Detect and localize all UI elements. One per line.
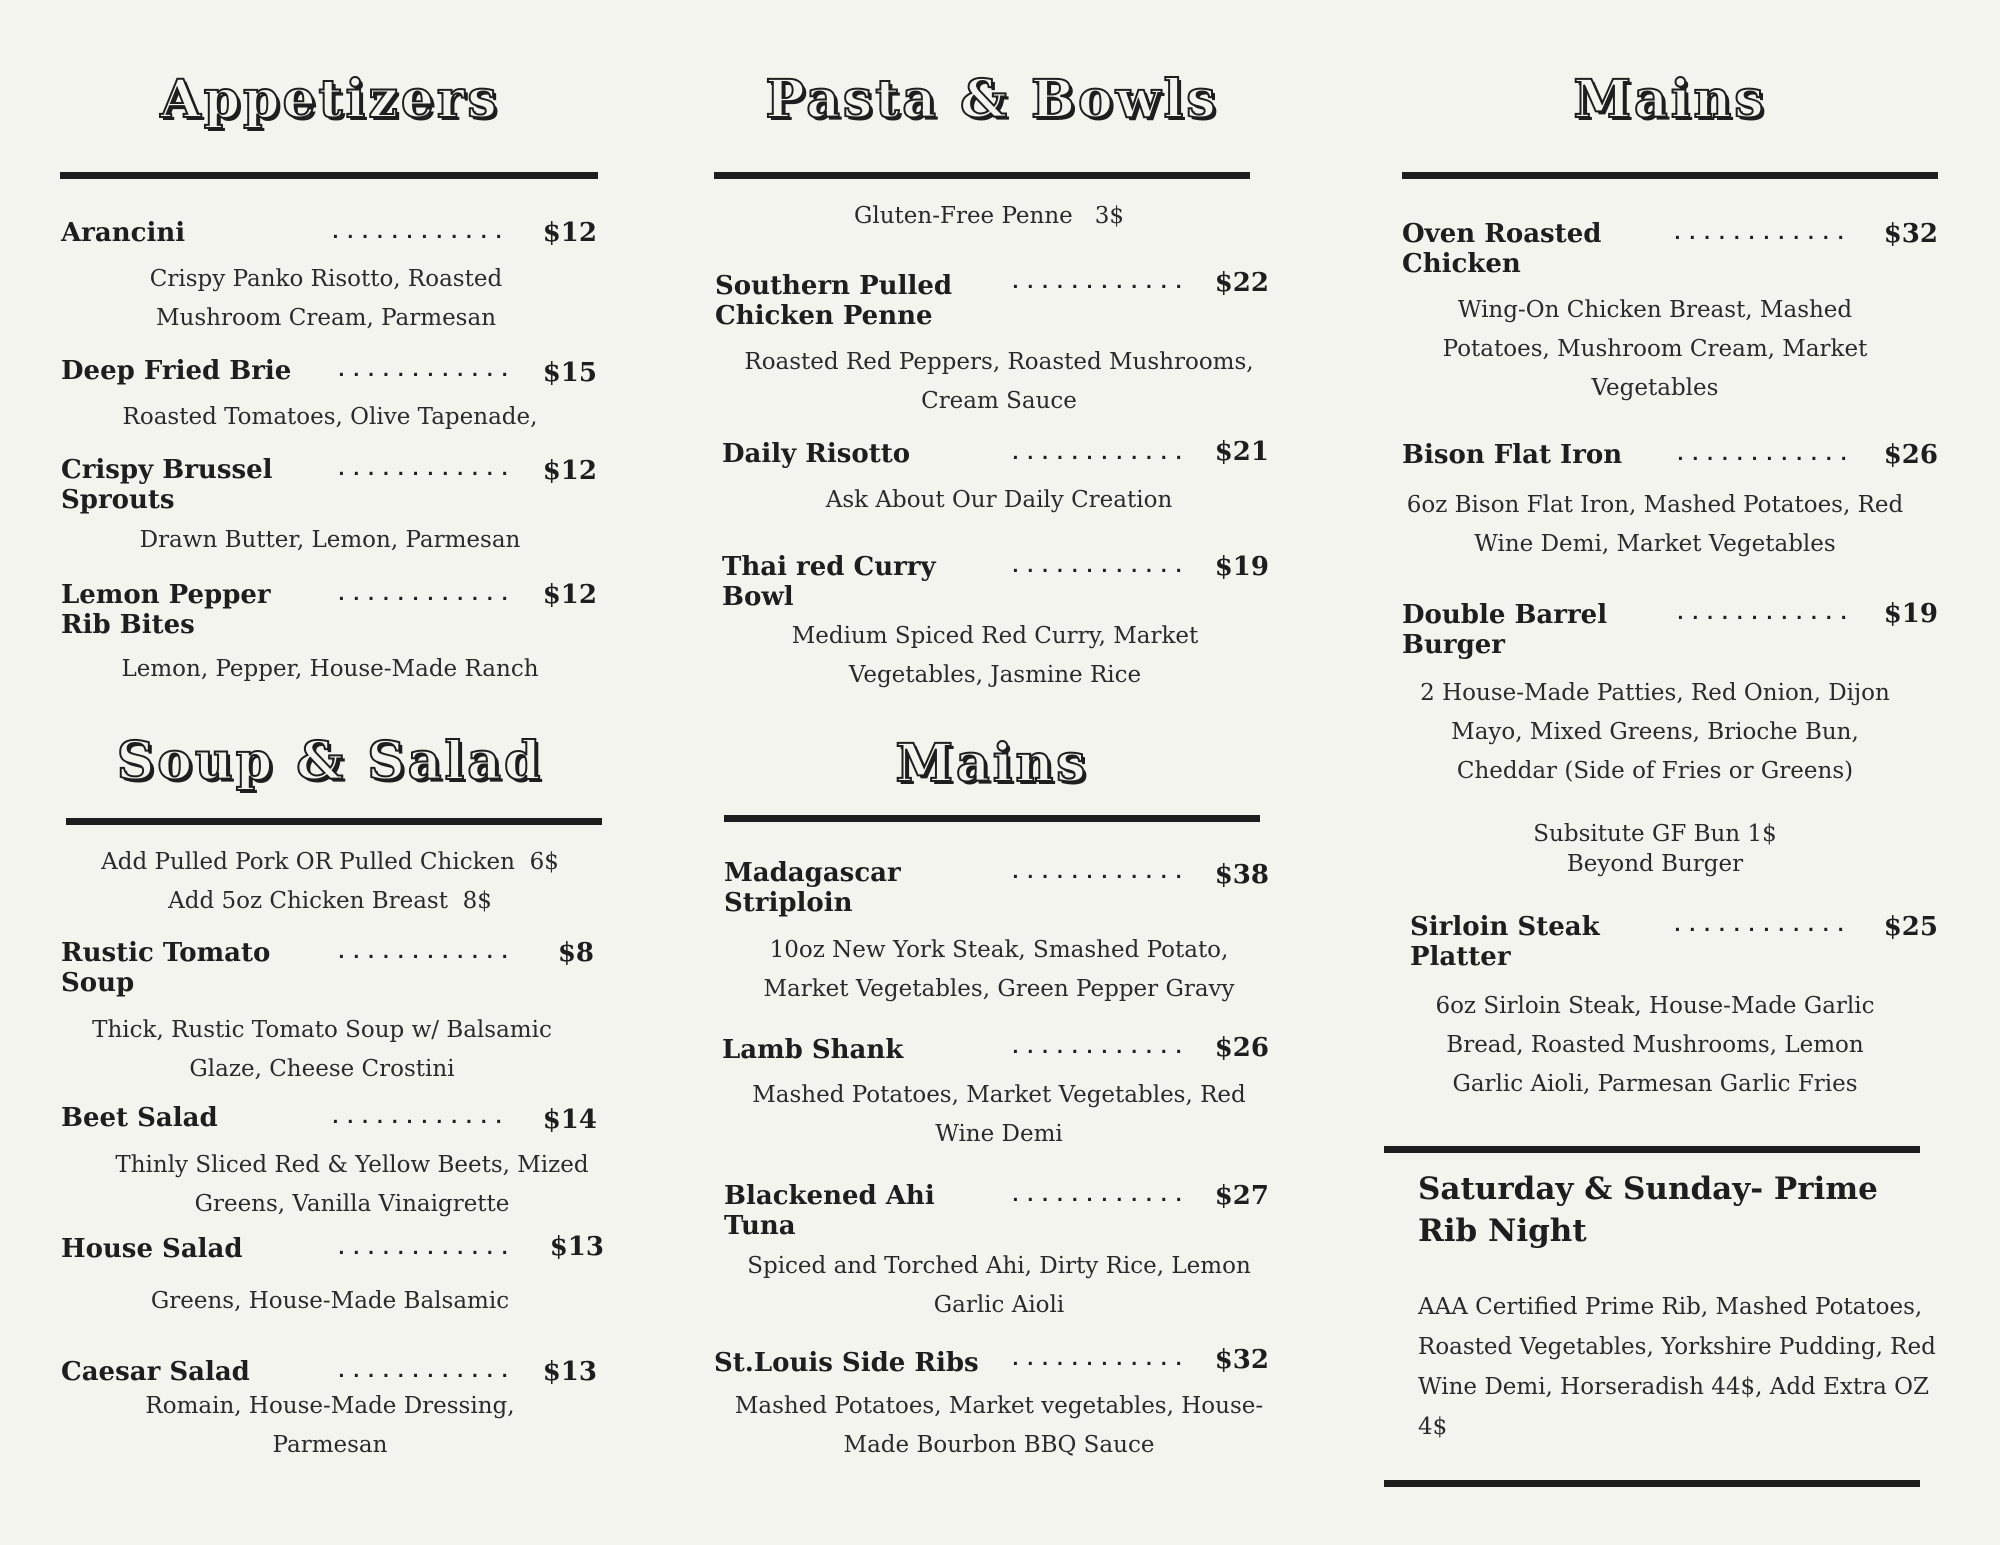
menu-item-description: Medium Spiced Red Curry, Market Vegetables, Jasmine Rice (791, 623, 1199, 688)
mains-rule (724, 815, 1260, 822)
menu-item-name: Beet Salad (61, 1103, 218, 1133)
menu-item-price: $32 (1883, 219, 1938, 249)
menu-item-description: Roasted Red Peppers, Roasted Mushrooms, Cream Sauce (744, 349, 1254, 414)
menu-item-price: $12 (542, 218, 597, 248)
menu-item-name: Caesar Salad (61, 1357, 250, 1387)
addon-note: Add 5oz Chicken Breast 8$ (168, 888, 492, 914)
menu-item-description: Roasted Tomatoes, Olive Tapenade, (122, 404, 538, 430)
menu-item-description: Wing-On Chicken Breast, Mashed Potatoes, Mushroom Cream, Market Vegetables (1442, 297, 1868, 401)
leader-dots: ............ (1675, 603, 1854, 624)
menu-item-name: Lamb Shank (722, 1035, 904, 1065)
soup-salad-heading: Soup & Salad (116, 731, 544, 792)
menu-item-name: Thai red Curry Bowl (722, 552, 936, 612)
menu-item-price: $25 (1883, 912, 1938, 942)
leader-dots: ............ (336, 942, 515, 963)
mains-heading: Mains (895, 733, 1089, 794)
leader-dots: ............ (336, 1238, 515, 1259)
menu-item-price: $26 (1883, 440, 1938, 470)
menu-item-description: 10oz New York Steak, Smashed Potato, Market Vegetables, Green Pepper Gravy (763, 937, 1235, 1002)
leader-dots: ............ (330, 222, 509, 243)
menu-item-name: St.Louis Side Ribs (714, 1348, 979, 1378)
special-top-rule (1384, 1146, 1920, 1153)
leader-dots: ............ (1010, 556, 1189, 577)
leader-dots: ............ (1010, 272, 1189, 293)
menu-item-price: $8 (557, 938, 594, 968)
soup-salad-rule (66, 818, 602, 825)
menu-item-name: Deep Fried Brie (61, 356, 292, 386)
pasta-bowls-heading: Pasta & Bowls (765, 69, 1219, 130)
special-description: AAA Certified Prime Rib, Mashed Potatoes, Roasted Vegetables, Yorkshire Pudding, Red Wine Demi, Horseradish 44$, Add Extra OZ 4$ (1418, 1294, 1936, 1440)
menu-item-description: Romain, House-Made Dressing, Parmesan (145, 1393, 515, 1458)
menu-item-price: $13 (549, 1232, 604, 1262)
leader-dots: ............ (1010, 1185, 1189, 1206)
burger-substitute-note: Subsitute GF Bun 1$ Beyond Burger (1533, 821, 1777, 877)
menu-item-description: Mashed Potatoes, Market Vegetables, Red Wine Demi (752, 1082, 1246, 1147)
menu-item-name: Crispy Brussel Sprouts (61, 455, 273, 515)
menu-item-description: Lemon, Pepper, House-Made Ranch (121, 656, 539, 682)
leader-dots: ............ (336, 1361, 515, 1382)
leader-dots: ............ (330, 1107, 509, 1128)
menu-item-price: $19 (1214, 552, 1269, 582)
leader-dots: ............ (1672, 223, 1851, 244)
menu-item-price: $21 (1214, 437, 1269, 467)
leader-dots: ............ (336, 584, 515, 605)
menu-item-price: $22 (1214, 268, 1269, 298)
menu-item-description: Greens, House-Made Balsamic (150, 1288, 510, 1314)
menu-item-name: Daily Risotto (722, 439, 911, 469)
menu-item-name: Southern Pulled Chicken Penne (715, 271, 953, 331)
menu-item-price: $15 (542, 358, 597, 388)
menu-item-price: $12 (542, 456, 597, 486)
mains-right-heading: Mains (1573, 69, 1767, 130)
menu-item-name: Lemon Pepper Rib Bites (61, 580, 271, 640)
gluten-free-note: Gluten-Free Penne 3$ (854, 203, 1124, 229)
menu-item-description: Thick, Rustic Tomato Soup w/ Balsamic Glaze, Cheese Crostini (92, 1017, 552, 1082)
menu-item-description: 2 House-Made Patties, Red Onion, Dijon Mayo, Mixed Greens, Brioche Bun, Cheddar (Side of Fries or Greens) (1420, 680, 1890, 784)
menu-item-name: Sirloin Steak Platter (1410, 912, 1600, 972)
menu-item-description: Spiced and Torched Ahi, Dirty Rice, Lemon Garlic Aioli (747, 1253, 1251, 1318)
leader-dots: ............ (1010, 1037, 1189, 1058)
special-bottom-rule (1384, 1480, 1920, 1487)
leader-dots: ............ (1675, 444, 1854, 465)
menu-item-description: Mashed Potatoes, Market vegetables, House-Made Bourbon BBQ Sauce (734, 1393, 1264, 1458)
menu-item-name: Double Barrel Burger (1402, 600, 1608, 660)
menu-item-name: Bison Flat Iron (1402, 440, 1623, 470)
special-title: Saturday & Sunday- Prime Rib Night (1418, 1171, 1878, 1249)
menu-item-name: Madagascar Striploin (724, 858, 901, 918)
menu-item-description: 6oz Sirloin Steak, House-Made Garlic Bread, Roasted Mushrooms, Lemon Garlic Aioli, Parmesan Garlic Fries (1435, 993, 1875, 1097)
menu-item-price: $26 (1214, 1033, 1269, 1063)
menu-item-description: Drawn Butter, Lemon, Parmesan (139, 527, 521, 553)
leader-dots: ............ (1010, 862, 1189, 883)
leader-dots: ............ (336, 459, 515, 480)
mains-right-rule (1402, 172, 1938, 179)
pasta-bowls-rule (714, 172, 1250, 179)
menu-item-name: Arancini (61, 218, 186, 248)
leader-dots: ............ (1672, 915, 1851, 936)
menu-item-description: Ask About Our Daily Creation (825, 487, 1173, 513)
menu-item-price: $38 (1214, 860, 1269, 890)
menu-item-description: Thinly Sliced Red & Yellow Beets, Mized Greens, Vanilla Vinaigrette (115, 1152, 589, 1217)
leader-dots: ............ (1010, 1349, 1189, 1370)
addon-note: Add Pulled Pork OR Pulled Chicken 6$ (101, 849, 559, 875)
menu-item-name: Rustic Tomato Soup (61, 938, 271, 998)
menu-item-price: $13 (542, 1357, 597, 1387)
menu-item-description: Crispy Panko Risotto, Roasted Mushroom Cream, Parmesan (149, 266, 503, 331)
menu-item-price: $12 (542, 580, 597, 610)
leader-dots: ............ (1010, 443, 1189, 464)
menu-item-price: $19 (1883, 599, 1938, 629)
menu-item-name: Blackened Ahi Tuna (724, 1181, 935, 1241)
menu-item-description: 6oz Bison Flat Iron, Mashed Potatoes, Red Wine Demi, Market Vegetables (1406, 492, 1904, 557)
menu-item-price: $14 (542, 1105, 597, 1135)
menu-item-name: Oven Roasted Chicken (1402, 219, 1602, 279)
menu-item-price: $27 (1214, 1181, 1269, 1211)
leader-dots: ............ (336, 360, 515, 381)
appetizers-heading: Appetizers (160, 69, 500, 130)
menu-item-price: $32 (1214, 1345, 1269, 1375)
appetizers-rule (60, 172, 598, 179)
menu-item-name: House Salad (61, 1234, 243, 1264)
